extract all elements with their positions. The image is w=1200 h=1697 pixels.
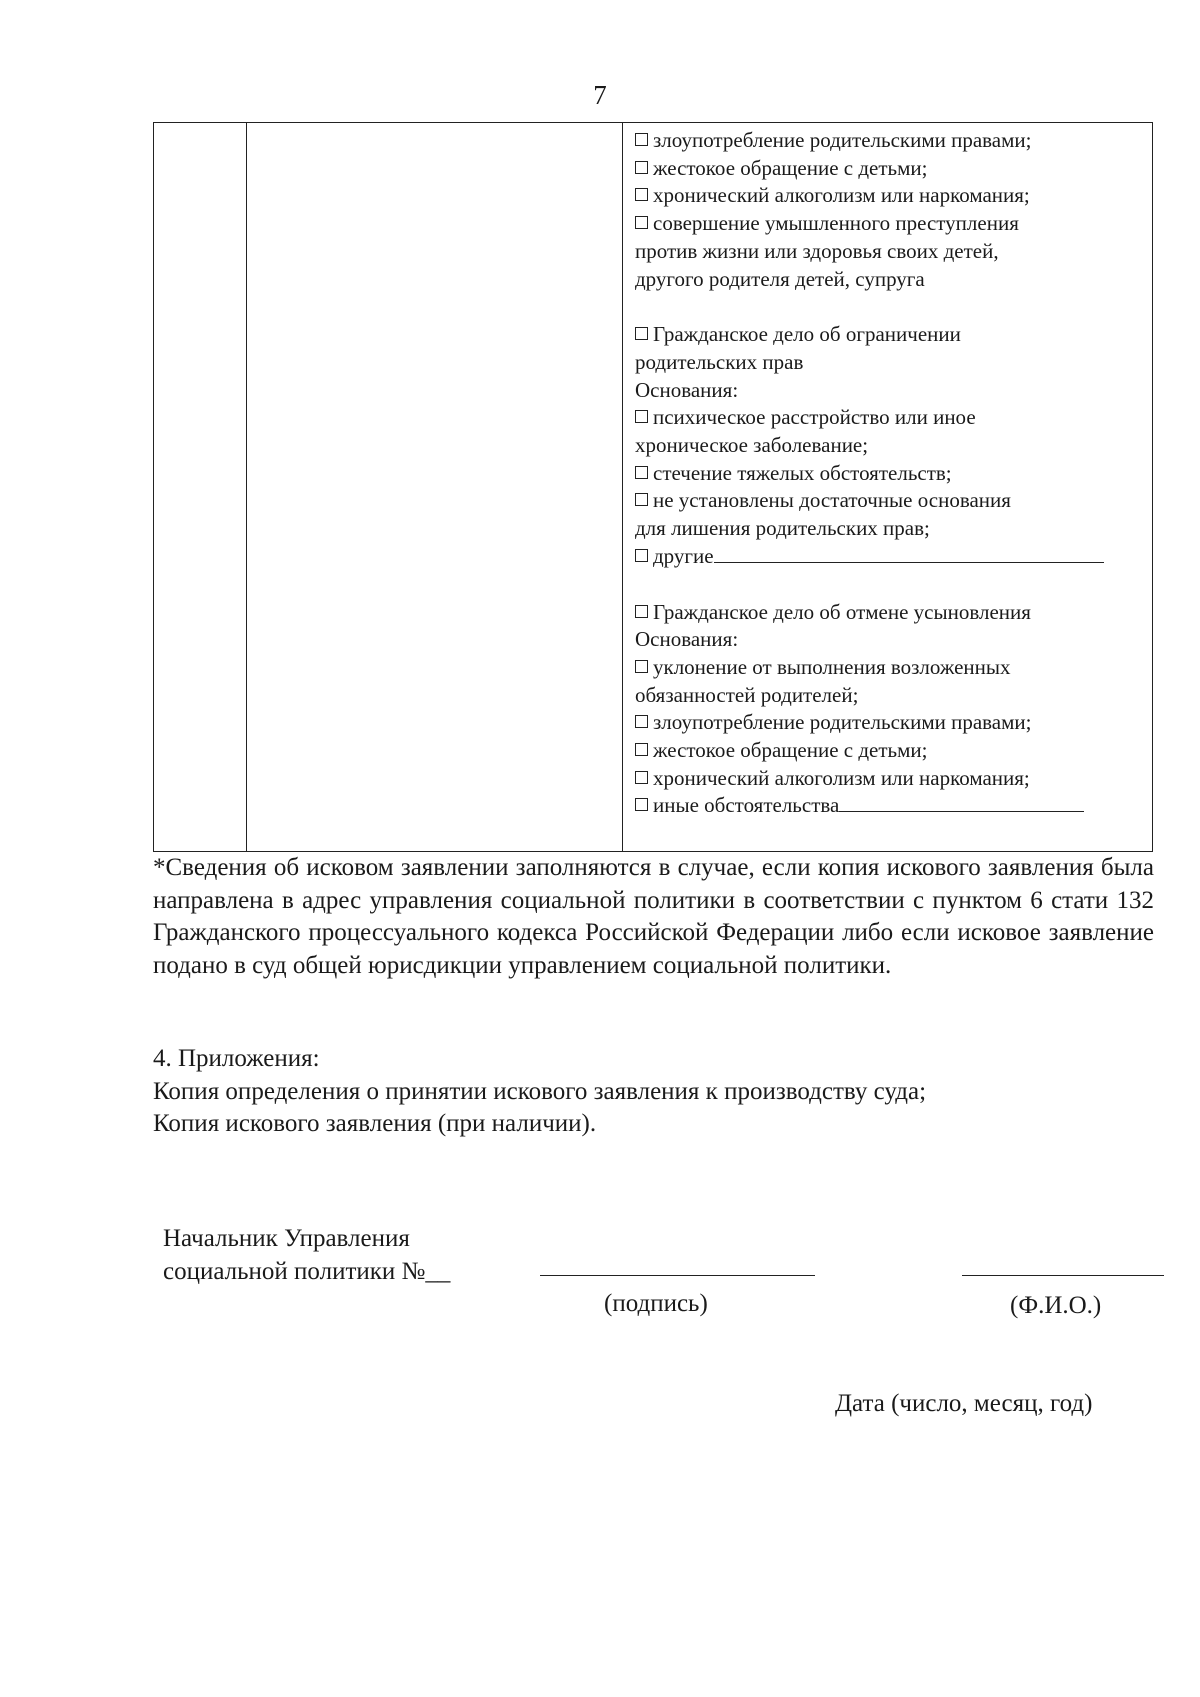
option-label: другого родителя детей, супруга [635,266,925,291]
checkbox-icon[interactable] [635,605,648,618]
option-line [635,321,1144,349]
option-line [635,155,1144,183]
option-label: совершение умышленного преступления [653,211,1019,236]
option-label: не установлены достаточные основания [653,488,1011,513]
option-line [635,404,1144,432]
option-line [635,182,1144,210]
option-spacer [635,571,1144,599]
footnote: *Сведения об исковом заявлении заполняются в случае, если копия искового заявления была направлена в адрес управления социальной политики в соответствии с пунктом 6 стати 132 Гражданского процессуального кодекса Российской Федерации либо если исковое заявление подано в суд общей юрисдикции управлением социальной политики. [153,854,1154,979]
option-line [635,654,1144,682]
checkbox-icon[interactable] [635,715,648,728]
option-line [635,543,1144,571]
checkbox-icon[interactable] [635,327,648,340]
option-line [635,737,1144,765]
option-line [635,599,1144,627]
page-number: 7 [593,80,607,110]
checkbox-icon[interactable] [635,133,648,146]
option-spacer [635,293,1144,321]
checkbox-icon[interactable] [635,188,648,201]
option-line [635,709,1144,737]
option-label: хронический алкоголизм или наркомания; [653,183,1030,208]
checkbox-icon[interactable] [635,410,648,423]
option-label: стечение тяжелых обстоятельств; [653,460,952,485]
attachment-item: Копия искового заявления (при наличии). [153,1110,597,1137]
table-cell-number [154,123,247,852]
table-cell-options [623,123,1153,852]
signature-line [540,1275,815,1276]
option-line [635,460,1144,488]
option-label: иные обстоятельства [653,793,840,818]
signature-caption: (подпись) [604,1290,708,1317]
option-label: Основания: [635,627,739,652]
option-label: злоупотребление родительскими правами; [653,710,1032,735]
option-label: для лишения родительских прав; [635,516,930,541]
signature-block [163,1222,450,1288]
option-label: жестокое обращение с детьми; [653,155,928,180]
option-label: Гражданское дело об ограничении [653,322,961,347]
checkbox-icon[interactable] [635,216,648,229]
checkbox-icon[interactable] [635,771,648,784]
date-label: Дата (число, месяц, год) [835,1390,1093,1417]
option-line [635,127,1144,155]
option-line [635,792,1144,820]
table-cell-field [247,123,623,852]
option-line [635,432,1144,460]
option-label: родительских прав [635,349,804,374]
name-line [962,1275,1164,1276]
option-line [635,349,1144,377]
option-line [635,377,1144,405]
option-label: против жизни или здоровья своих детей, [635,238,999,263]
option-line [635,238,1144,266]
option-label: обязанностей родителей; [635,682,859,707]
option-line [635,765,1144,793]
checkbox-icon[interactable] [635,743,648,756]
option-label: Гражданское дело об отмене усыновления [653,599,1031,624]
fill-in-line[interactable] [714,544,1104,563]
checkbox-icon[interactable] [635,798,648,811]
option-line [635,266,1144,294]
name-caption: (Ф.И.О.) [1010,1292,1102,1319]
checkbox-icon[interactable] [635,549,648,562]
option-label: хронический алкоголизм или наркомания; [653,765,1030,790]
checkbox-icon[interactable] [635,493,648,506]
attachments-heading: 4. Приложения: [153,1045,320,1072]
option-label: психическое расстройство или иное [653,405,976,430]
checkbox-icon[interactable] [635,161,648,174]
option-label: уклонение от выполнения возложенных [653,654,1011,679]
option-label: жестокое обращение с детьми; [653,738,928,763]
checkbox-icon[interactable] [635,660,648,673]
option-line [635,682,1144,710]
checkbox-icon[interactable] [635,466,648,479]
option-label: хроническое заболевание; [635,433,869,458]
signatory-title-line-1: Начальник Управления [163,1225,410,1252]
option-line [635,487,1144,515]
application-table [153,122,1153,852]
option-line [635,515,1144,543]
signatory-title-line-2: социальной политики №__ [163,1258,451,1285]
option-label: злоупотребление родительскими правами; [653,128,1032,152]
attachments-section [153,1043,1153,1141]
option-label: другие [653,543,714,568]
attachment-item: Копия определения о принятии искового заявления к производству суда; [153,1077,927,1105]
fill-in-line[interactable] [839,793,1084,812]
option-line [635,626,1144,654]
options-list [635,127,1144,820]
option-line [635,210,1144,238]
option-label: Основания: [635,377,739,402]
